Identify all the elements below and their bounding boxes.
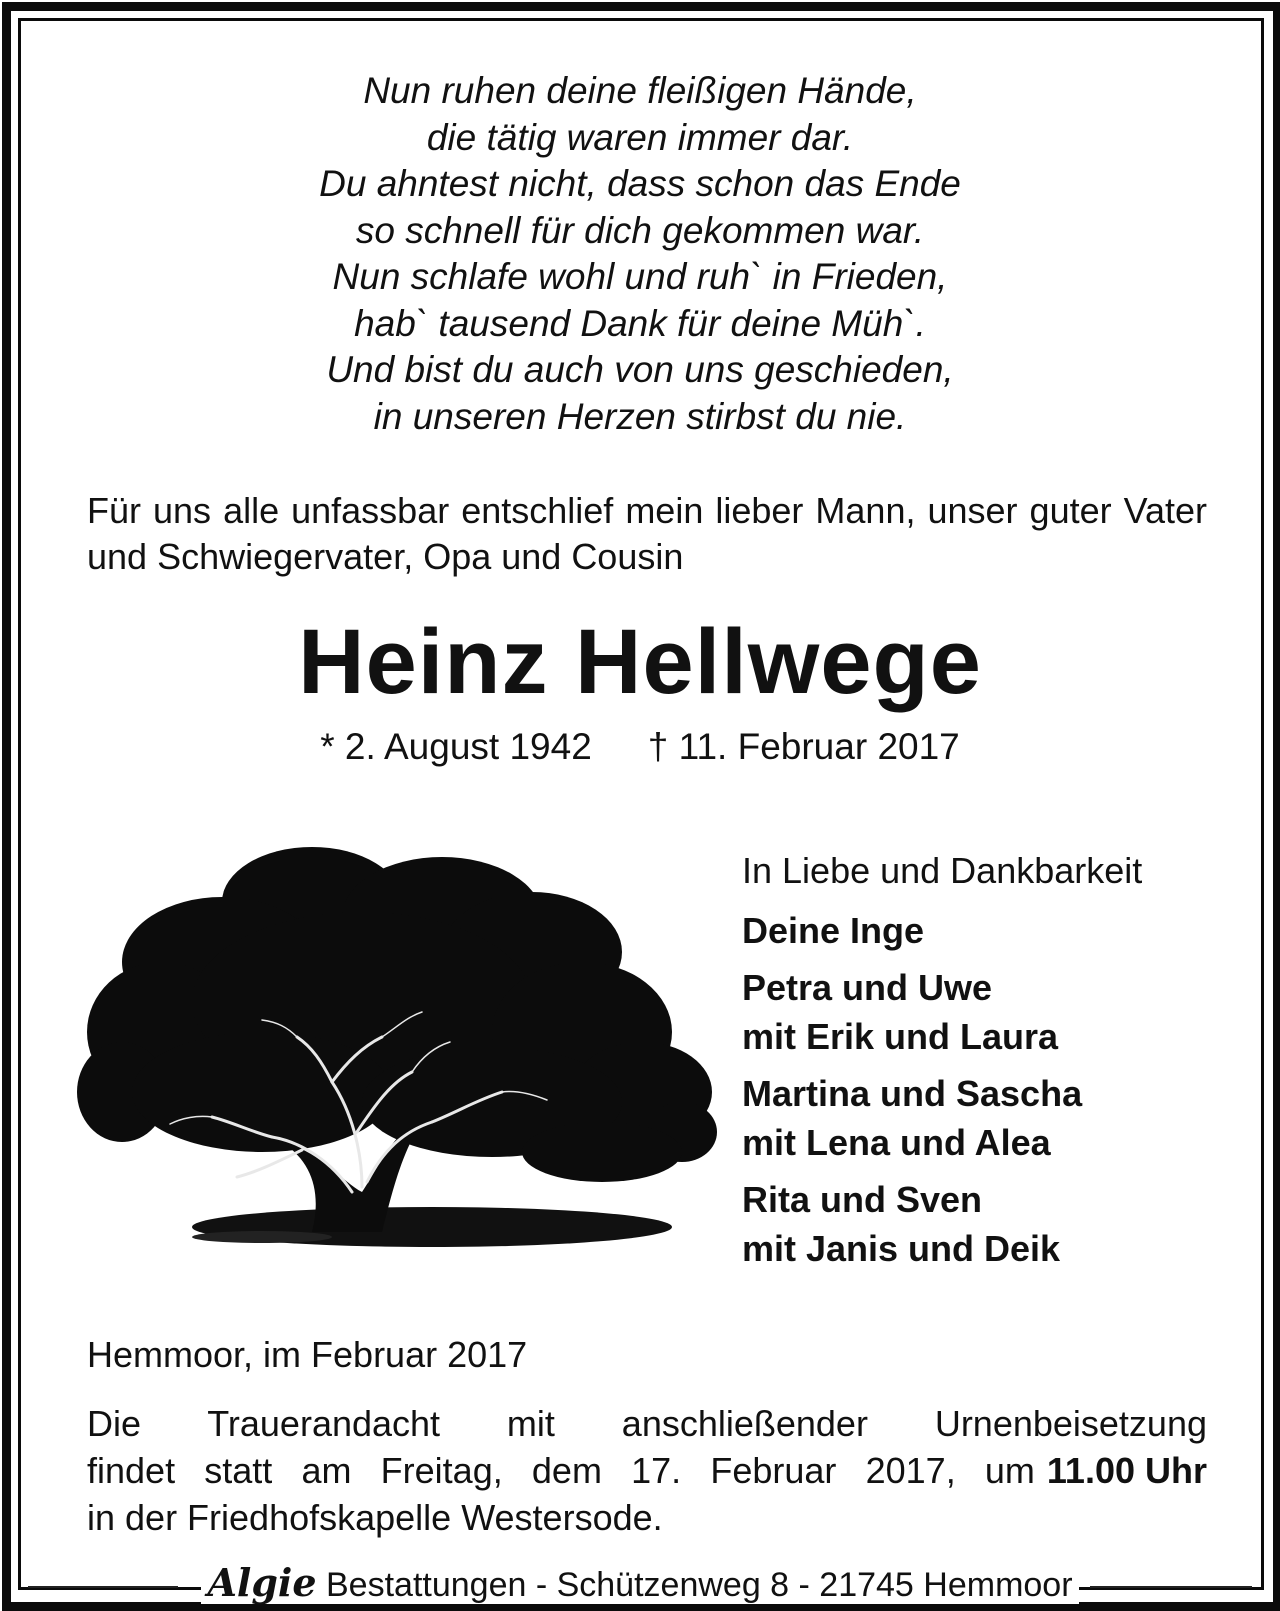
poem-line: Nun ruhen deine fleißigen Hände, xyxy=(363,70,917,111)
undertaker-address: Bestattungen - Schützenweg 8 - 21745 Hemmoor xyxy=(326,1566,1073,1604)
poem-line: Und bist du auch von uns geschieden, xyxy=(326,349,954,390)
life-dates xyxy=(0,724,1280,770)
family-group xyxy=(742,906,1262,955)
service-time: 11.00 Uhr xyxy=(1046,1450,1207,1491)
family-member: mit Erik und Laura xyxy=(742,1016,1059,1057)
service-line-2 xyxy=(87,1447,1207,1494)
intro-text xyxy=(87,488,1207,580)
family-heading: In Liebe und Dankbarkeit xyxy=(742,850,1143,891)
deceased-name: Heinz Hellwege xyxy=(298,611,982,713)
family-group xyxy=(742,963,1262,1061)
poem-line: hab` tausend Dank für deine Müh`. xyxy=(354,302,926,344)
family-member: Martina und Sascha xyxy=(742,1073,1083,1114)
poem-line: die tätig waren immer dar. xyxy=(426,116,854,158)
intro-line-2: guter Vater und Schwiegervater, Opa und Cousin xyxy=(87,490,1207,577)
family-signatures xyxy=(742,848,1262,1281)
service-line-2-text: findet statt am Freitag, dem 17. Februar 2017, um xyxy=(87,1450,1035,1491)
service-line-3: in der Friedhofskapelle Westersode. xyxy=(87,1497,663,1538)
family-member: Petra und Uwe xyxy=(742,967,993,1008)
intro-line-1: Für uns alle unfassbar entschlief mein lieber Mann, unser xyxy=(87,490,1018,531)
death-date: † 11. Februar 2017 xyxy=(647,726,960,767)
undertaker-logo: Algie xyxy=(207,1560,317,1605)
poem xyxy=(0,68,1280,440)
family-member: mit Lena und Alea xyxy=(742,1122,1051,1163)
birth-date: * 2. August 1942 xyxy=(320,726,592,767)
poem-line: so schnell für dich gekommen war. xyxy=(355,209,925,251)
poem-line: Nun schlafe wohl und ruh` in Frieden, xyxy=(332,256,948,297)
footer xyxy=(0,1560,1280,1610)
family-member: mit Janis und Deik xyxy=(742,1228,1061,1269)
service-info xyxy=(87,1400,1207,1541)
poem-line: Du ahntest nicht, dass schon das Ende xyxy=(319,163,961,204)
family-member: Rita und Sven xyxy=(742,1179,983,1220)
family-group xyxy=(742,1069,1262,1167)
poem-line: in unseren Herzen stirbst du nie. xyxy=(373,395,907,437)
place-date: Hemmoor, im Februar 2017 xyxy=(87,1334,528,1375)
family-group xyxy=(742,1175,1262,1273)
family-member: Deine Inge xyxy=(742,910,925,951)
tree-illustration xyxy=(62,832,722,1272)
service-line-1: Die Trauerandacht mit anschließender Urnenbeisetzung xyxy=(87,1403,1207,1444)
footer-text xyxy=(0,1560,1280,1608)
